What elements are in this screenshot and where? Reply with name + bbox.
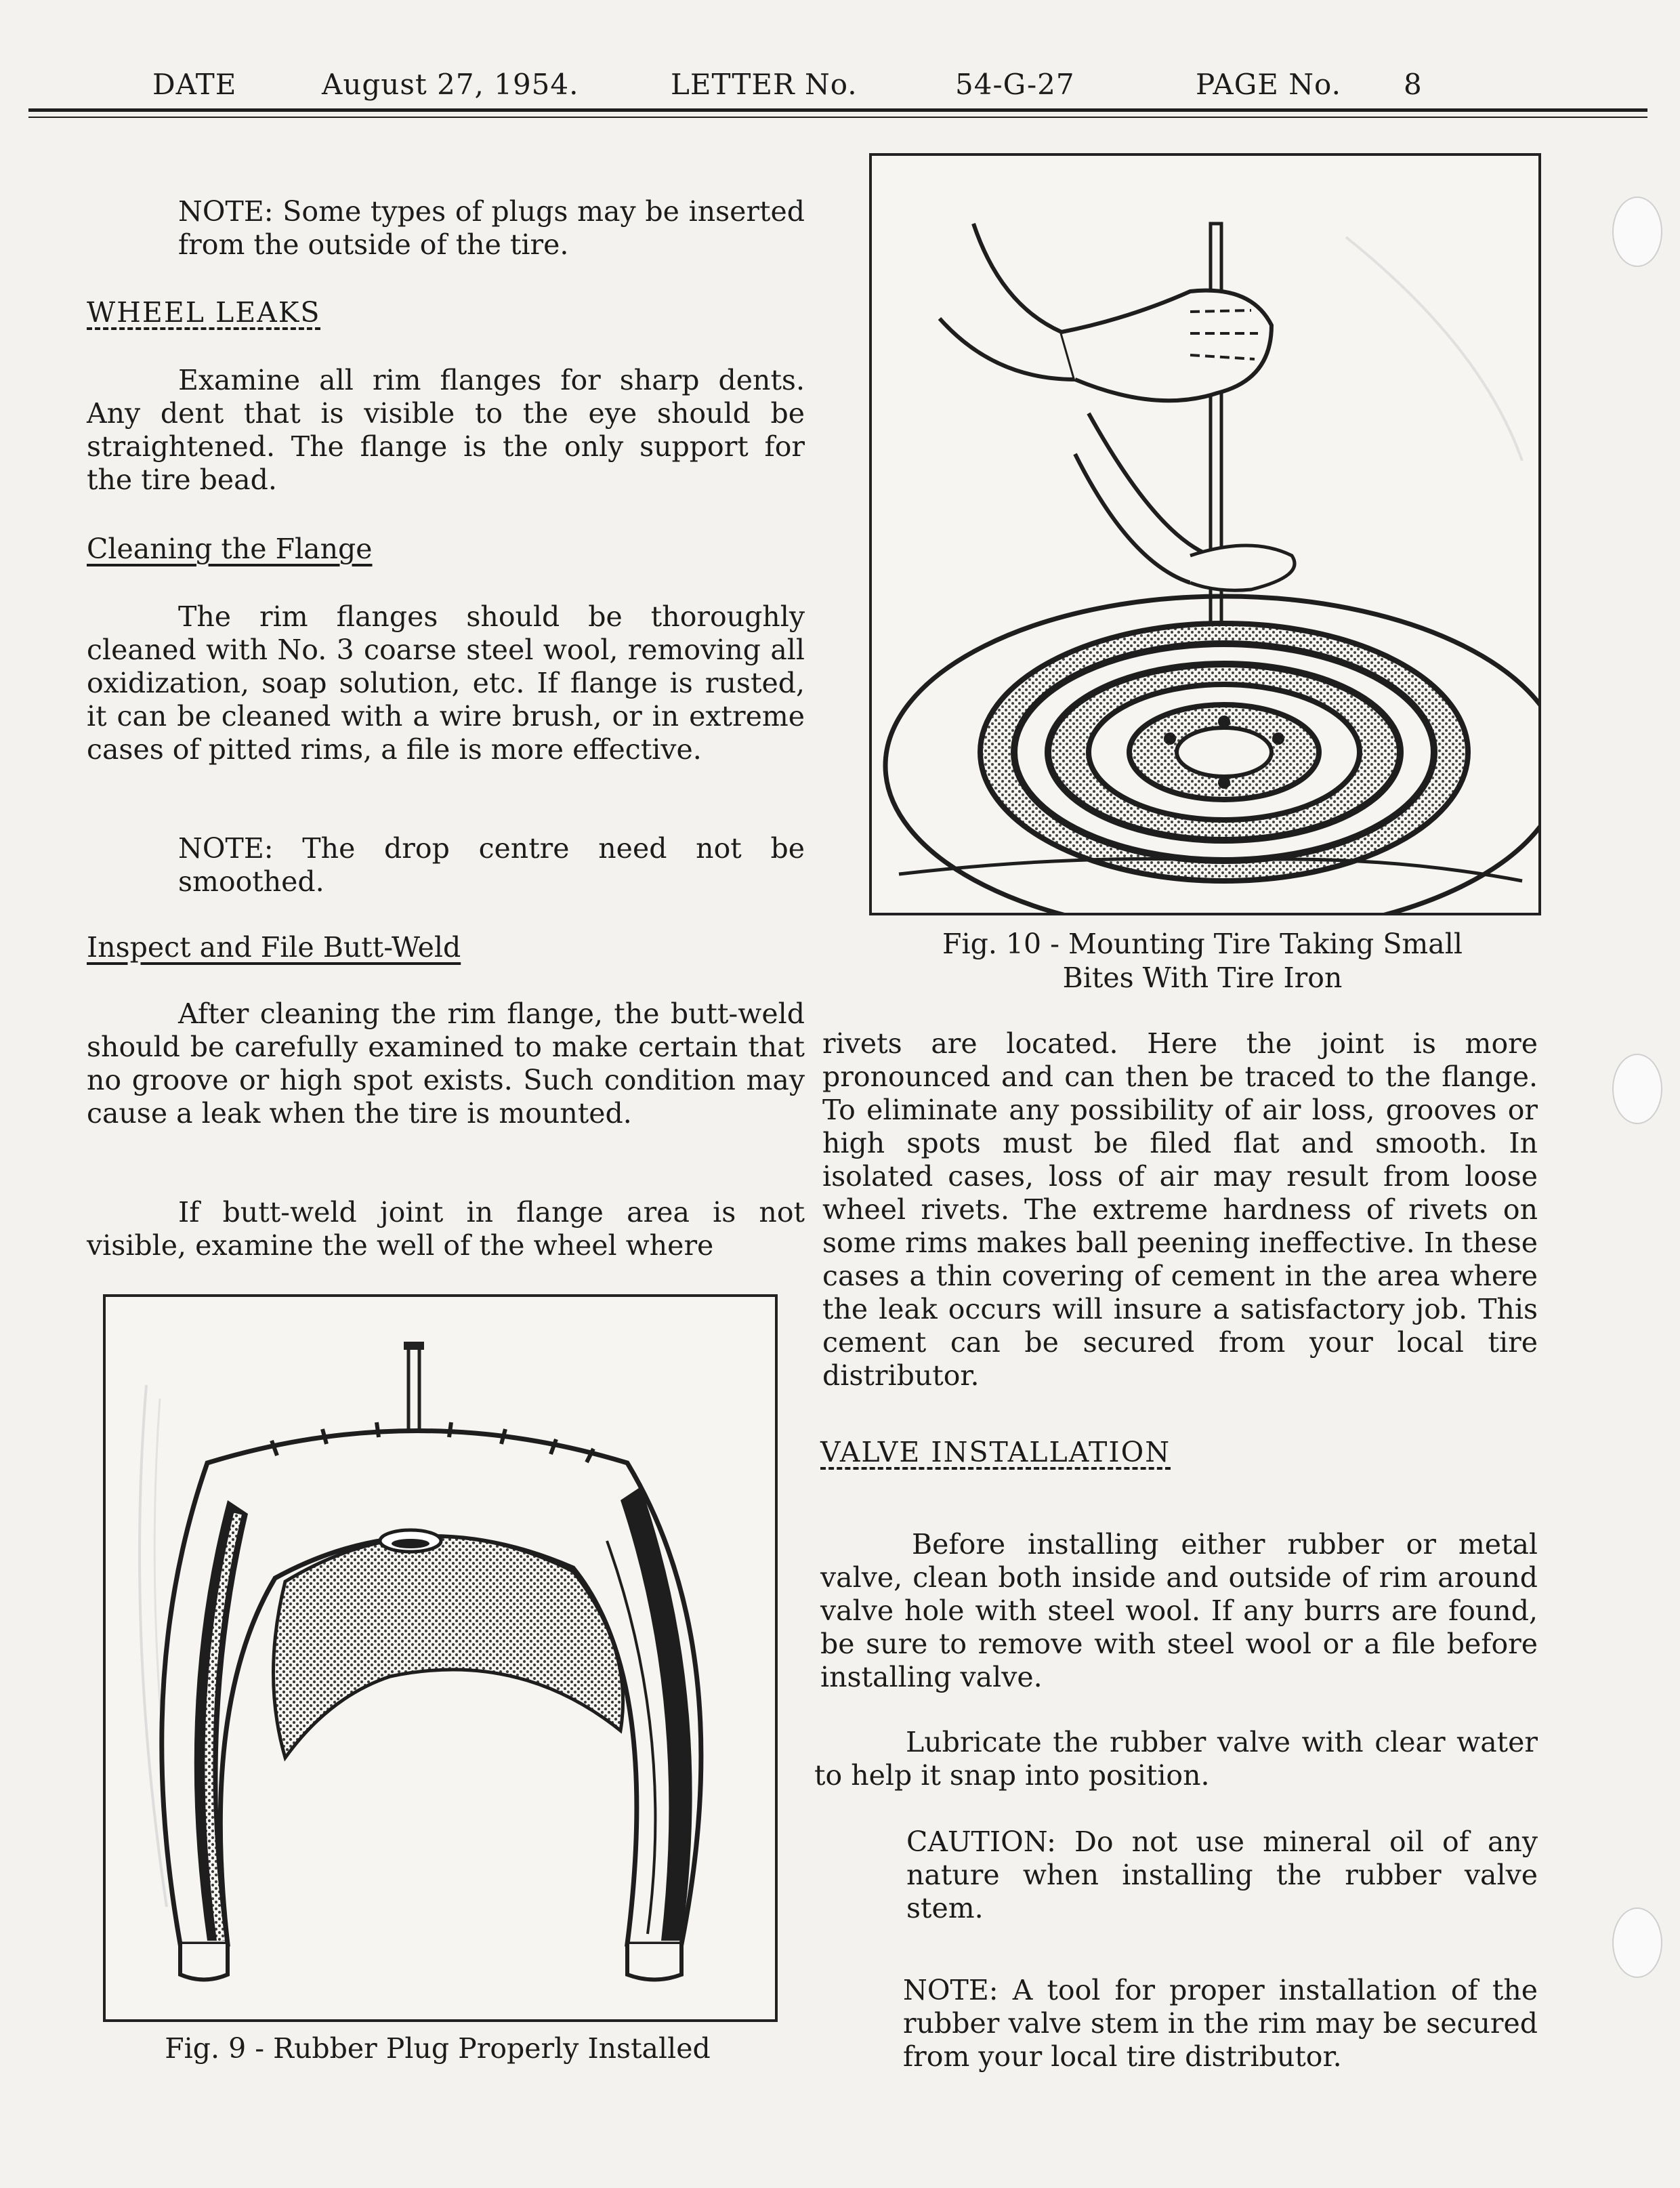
heading-inspect-butt-weld: Inspect and File Butt-Weld bbox=[87, 931, 461, 964]
page-label: PAGE No. bbox=[1196, 68, 1341, 101]
letter-value: 54-G-27 bbox=[955, 68, 1075, 101]
heading-valve-installation: VALVE INSTALLATION bbox=[820, 1436, 1171, 1468]
punch-hole-top bbox=[1612, 197, 1662, 267]
punch-hole-bottom bbox=[1612, 1907, 1662, 1978]
note-drop-centre: NOTE: The drop centre need not be smoothed. bbox=[178, 832, 805, 898]
tire-iron-illustration bbox=[872, 156, 1538, 913]
date-value: August 27, 1954. bbox=[322, 68, 579, 101]
figure-9-caption: Fig. 9 - Rubber Plug Properly Installed bbox=[165, 2032, 711, 2065]
inspect-paragraph: After cleaning the rim flange, the butt-weld should be carefully examined to make certain that no groove or high spot exists. Such condition may cause a leak when the tire is mounted. bbox=[87, 997, 805, 1130]
header-rule-top bbox=[28, 108, 1647, 112]
lubricate-paragraph: Lubricate the rubber valve with clear water to help it snap into position. bbox=[814, 1726, 1538, 1792]
date-label: DATE bbox=[152, 68, 237, 101]
butt-weld-paragraph: If butt-weld joint in flange area is not visible, examine the well of the wheel where bbox=[87, 1196, 805, 1262]
punch-hole-middle bbox=[1612, 1054, 1662, 1124]
figure-10-frame bbox=[869, 153, 1541, 915]
caution-paragraph: CAUTION: Do not use mineral oil of any nature when installing the rubber valve stem. bbox=[906, 1825, 1538, 1924]
heading-wheel-leaks: WHEEL LEAKS bbox=[87, 296, 321, 329]
wheel-leaks-paragraph: Examine all rim flanges for sharp dents. Any dent that is visible to the eye should be straightened. The flange is the only support for the tire bead. bbox=[87, 364, 805, 496]
cleaning-paragraph: The rim flanges should be thoroughly cleaned with No. 3 coarse steel wool, removing all oxidization, soap solution, etc. If flange is rusted, it can be cleaned with a wire brush, or in extreme cases of pitted rims, a file is more effective. bbox=[87, 600, 805, 766]
figure-10-caption-line-2: Bites With Tire Iron bbox=[1062, 962, 1343, 994]
note-plugs: NOTE: Some types of plugs may be inserted from the outside of the tire. bbox=[178, 195, 805, 261]
heading-cleaning-flange: Cleaning the Flange bbox=[87, 533, 373, 565]
rivets-paragraph: rivets are located. Here the joint is more pronounced and can then be traced to the flange. To eliminate any possibility of air loss, grooves or high spots must be filed flat and smooth. In isolated cases, loss of air may result from loose wheel rivets. The extreme hardness of rivets on some rims makes ball peening ineffective. In these cases a thin covering of cement in the area where the leak occurs will insure a satisfactory job. This cement can be secured from your local tire distributor. bbox=[822, 1027, 1538, 1392]
page-value: 8 bbox=[1404, 68, 1423, 101]
letter-label: LETTER No. bbox=[671, 68, 858, 101]
note-valve-tool: NOTE: A tool for proper installation of the rubber valve stem in the rim may be secured from your local tire distributor. bbox=[903, 1974, 1538, 2073]
figure-9-frame bbox=[103, 1294, 778, 2022]
figure-10-caption-line-1: Fig. 10 - Mounting Tire Taking Small bbox=[942, 928, 1463, 960]
rubber-plug-illustration bbox=[106, 1297, 775, 2019]
header-rule-bottom bbox=[28, 117, 1647, 118]
valve-paragraph: Before installing either rubber or metal valve, clean both inside and outside of rim around valve hole with steel wool. If any burrs are found, be sure to remove with steel wool or a file before installing valve. bbox=[820, 1528, 1538, 1693]
